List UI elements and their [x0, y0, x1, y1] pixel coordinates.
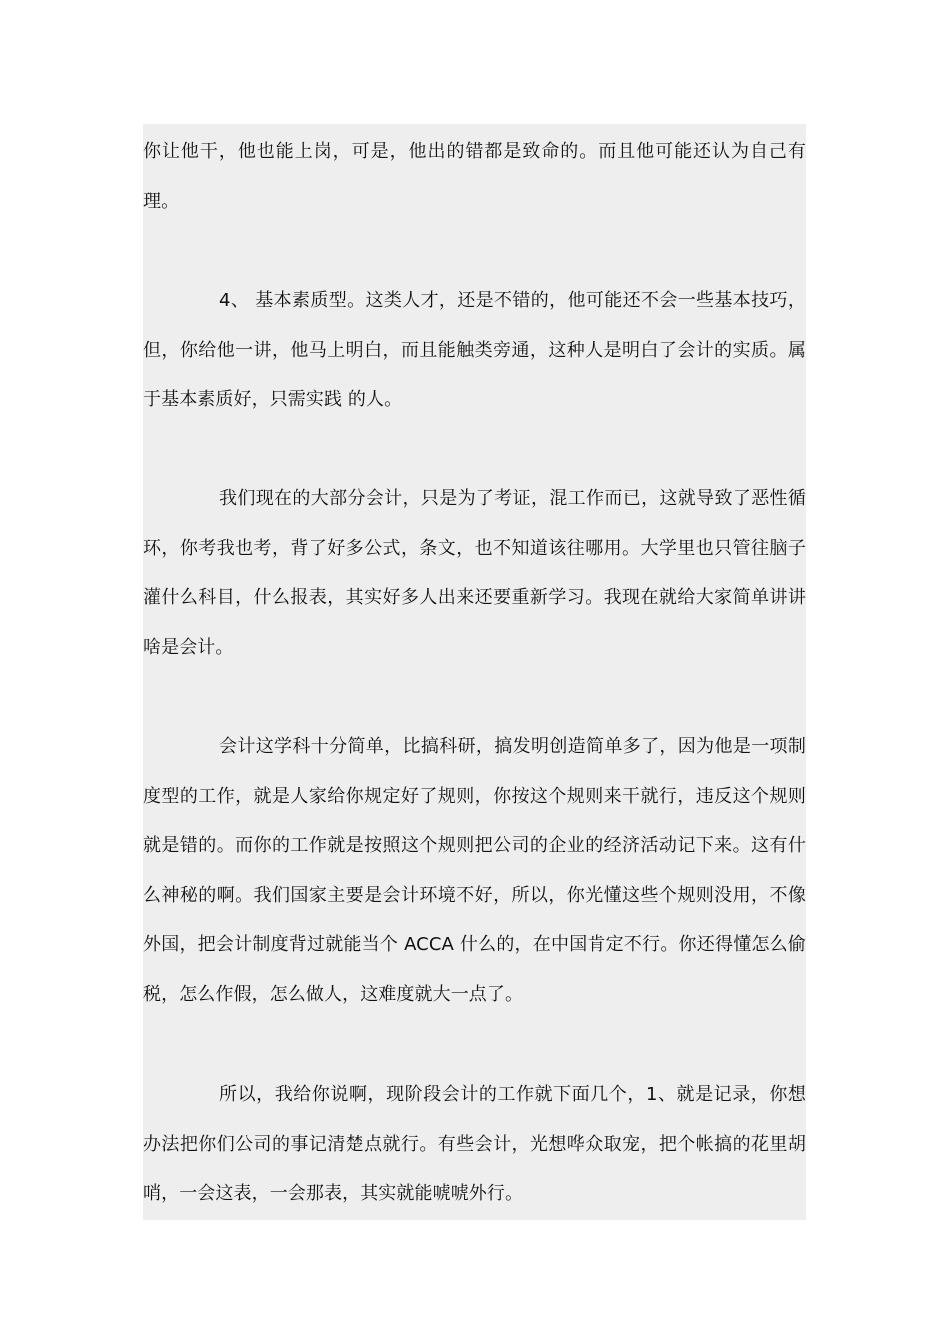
document-page — [143, 124, 806, 1220]
paragraph-accounting-simple: 会计这学科十分简单，比搞科研，搞发明创造简单多了，因为他是一项制度型的工作，就是人家给你规定好了规则，你按这个规则来干就行，违反这个规则就是错的。而你的工作就是按照这个规则把公司的企业的经济活动记下来。这有什么神秘的啊。我们国家主要是会计环境不好，所以，你光懂这些个规则没用，不像外国，把会计制度背过就能当个 ACCA 什么的，在中国肯定不行。你还得懂怎么偷税，怎么作假，怎么做人，这难度就大一点了。 — [143, 736, 806, 1005]
paragraph-continuation: 你让他干，他也能上岗，可是，他出的错都是致命的。而且他可能还认为自己有理。 — [143, 141, 806, 212]
paragraph-current-work: 所以，我给你说啊，现阶段会计的工作就下面几个，1、就是记录，你想办法把你们公司的事记清楚点就行。有些会计，光想哗众取宠，把个帐搞的花里胡哨，一会这表，一会那表，其实就能唬唬外行。 — [143, 1084, 806, 1204]
paragraph-basic-quality-type: 4、 基本素质型。这类人才，还是不错的，他可能还不会一些基本技巧，但，你给他一讲，他马上明白，而且能触类旁通，这种人是明白了会计的实质。属于基本素质好，只需实践 的人。 — [143, 290, 806, 410]
paragraph-current-accountants: 我们现在的大部分会计，只是为了考证，混工作而已，这就导致了恶性循环，你考我也考，背了好多公式，条文，也不知道该往哪用。大学里也只管往脑子灌什么科目，什么报表，其实好多人出来还要重新学习。我现在就给大家简单讲讲啥是会计。 — [143, 488, 806, 658]
